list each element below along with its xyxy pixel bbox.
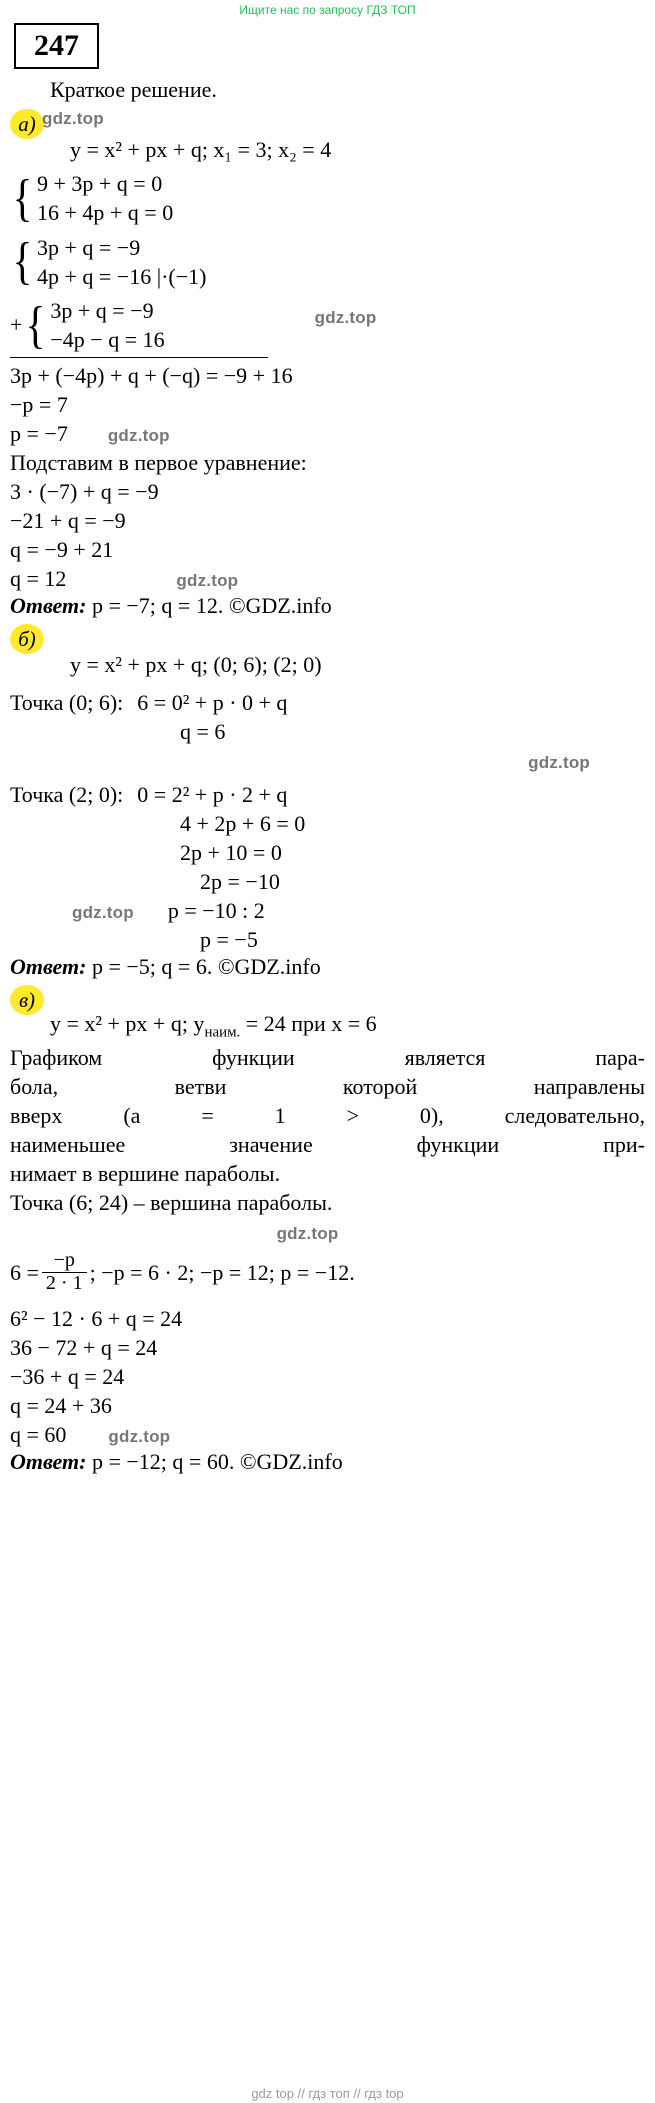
watermark-gdztop: gdz.top <box>42 109 104 129</box>
part-b-point2-step: p = −5 <box>200 927 258 953</box>
part-a-step: −p = 7 <box>10 391 68 417</box>
part-b-point1-label: Точка (0; 6): <box>10 689 124 715</box>
watermark-gdztop: gdz.top <box>176 570 239 590</box>
part-v-step: −36 + q = 24 <box>10 1363 125 1389</box>
part-b-point2-step: 2p = −10 <box>200 869 280 895</box>
part-a-system-3 <box>10 296 165 355</box>
answer-label: Ответ: <box>10 592 87 618</box>
system-row: −4p − q = 16 <box>50 327 165 353</box>
watermark-gdztop: gdz.top <box>528 752 590 772</box>
part-b-point2-label: Точка (2; 0): <box>10 781 124 807</box>
brace-icon: { <box>25 296 46 354</box>
system-row: 4p + q = −16 |·(−1) <box>36 263 207 289</box>
part-a-subst-step: q = −9 + 21 <box>10 536 114 562</box>
part-a-marker: а) <box>10 109 44 139</box>
part-b-marker: б) <box>10 624 44 654</box>
part-b-point1-step: 6 = 0² + p · 0 + q <box>137 689 288 715</box>
watermark-gdzinfo: ©GDZ.info <box>239 1448 343 1474</box>
answer-label: Ответ: <box>10 954 87 980</box>
brace-icon: { <box>12 233 33 291</box>
formula-rest: ; −p = 6 · 2; −p = 12; p = −12. <box>89 1260 355 1286</box>
fraction <box>42 1250 87 1294</box>
part-a-subst-step: q = 12 <box>10 565 67 591</box>
part-v-given-main: y = x² + px + q; y <box>50 1011 205 1037</box>
part-v-given-rest: = 24 при x = 6 <box>240 1011 377 1037</box>
watermark-gdztop: gdz.top <box>108 1426 171 1446</box>
part-b-answer-row <box>10 954 645 980</box>
part-b-point2-step: 2p + 10 = 0 <box>180 840 282 865</box>
part-v-answer-row <box>10 1449 645 1475</box>
part-v-paragraph-line: наименьшее значение функции при- <box>10 1132 645 1158</box>
watermark-gdzinfo: ©GDZ.info <box>228 592 332 618</box>
part-v-vertex-text: Точка (6; 24) – вершина параболы. <box>10 1190 333 1216</box>
part-a-answer-row <box>10 593 645 619</box>
part-v-step: 36 − 72 + q = 24 <box>10 1334 158 1360</box>
sum-divider <box>10 357 268 358</box>
brace-icon: { <box>12 169 33 227</box>
answer-value: p = −7; q = 12. <box>91 592 224 618</box>
heading: Краткое решение. <box>50 77 217 102</box>
system-row: 9 + 3p + q = 0 <box>36 171 163 197</box>
answer-label: Ответ: <box>10 1448 87 1474</box>
part-v-vertex-formula <box>10 1250 645 1294</box>
part-a-sum-line: 3p + (−4p) + q + (−q) = −9 + 16 <box>10 362 293 388</box>
part-a-subst-step: −21 + q = −9 <box>10 507 126 533</box>
task-number-box <box>10 19 645 75</box>
watermark-gdztop: gdz.top <box>276 1224 339 1244</box>
watermark-gdztop: gdz.top <box>314 308 377 328</box>
plus-sign: + <box>10 312 23 338</box>
part-a-subst-step: 3 · (−7) + q = −9 <box>10 478 159 504</box>
part-v-given-sub: наим. <box>204 1024 241 1041</box>
task-number: 247 <box>14 23 99 69</box>
part-a-given: y = x² + px + q; x₁ = 3; x₂ = 4 <box>70 137 332 163</box>
part-v-paragraph-line: Графиком функции является пара- <box>10 1045 645 1071</box>
part-b-point2-step: 4 + 2p + 6 = 0 <box>180 810 306 836</box>
system-row: 3p + q = −9 <box>50 298 154 324</box>
fraction-denominator: 2 · 1 <box>42 1272 87 1295</box>
part-b-point2-step: p = −10 : 2 <box>167 898 265 924</box>
part-a-system-2 <box>10 233 645 292</box>
part-a-system-1 <box>10 169 645 228</box>
part-v-marker: в) <box>10 985 44 1015</box>
part-a-step: p = −7 <box>10 420 68 446</box>
formula-lhs: 6 = <box>10 1260 39 1286</box>
part-v-step: q = 24 + 36 <box>10 1392 112 1418</box>
system-row: 16 + 4p + q = 0 <box>36 200 174 226</box>
part-b-point1-step: q = 6 <box>180 718 226 744</box>
part-v-paragraph-line: нимает в вершине параболы. <box>10 1161 281 1187</box>
part-b-given: y = x² + px + q; (0; 6); (2; 0) <box>70 651 322 677</box>
part-v-step: q = 60 <box>10 1421 67 1447</box>
part-b-point2-step: 0 = 2² + p · 2 + q <box>137 781 288 807</box>
part-v-given <box>10 1009 645 1043</box>
fraction-numerator: −p <box>53 1249 75 1272</box>
part-a-substitute-text: Подставим в первое уравнение: <box>10 449 307 475</box>
answer-value: p = −5; q = 6. <box>91 954 213 980</box>
system-row: 3p + q = −9 <box>36 234 141 260</box>
watermark-gdztop: gdz.top <box>107 425 170 445</box>
page-footer: gdz top // гдз топ // гдз top <box>251 2086 404 2101</box>
part-v-paragraph-line: вверх (a = 1 > 0), следовательно, <box>10 1103 645 1129</box>
watermark-gdztop: gdz.top <box>72 903 134 923</box>
part-v-step: 6² − 12 · 6 + q = 24 <box>10 1305 183 1331</box>
answer-value: p = −12; q = 60. <box>91 1448 235 1474</box>
watermark-gdzinfo: ©GDZ.info <box>217 954 321 980</box>
top-banner: Ищите нас по запросу ГДЗ ТОП <box>239 3 416 17</box>
part-v-paragraph-line: бола, ветви которой направлены <box>10 1074 645 1100</box>
